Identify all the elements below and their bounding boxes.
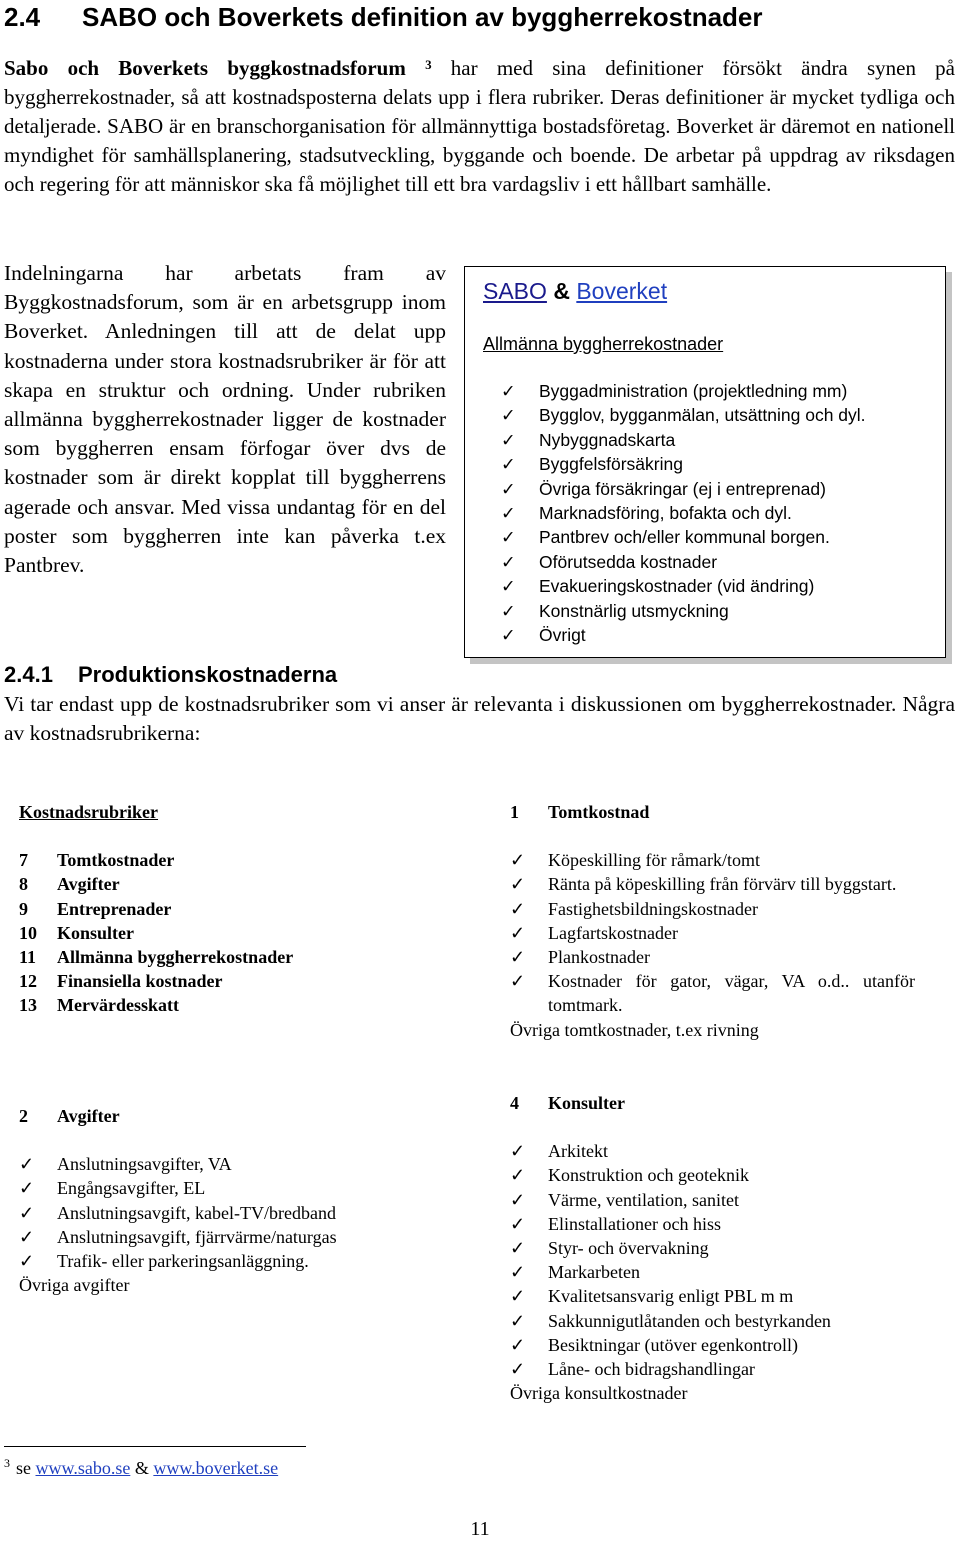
avgifter-item-label: Engångsavgifter, EL <box>57 1178 206 1199</box>
check-icon: ✓ <box>501 429 516 450</box>
tomtkostnad-list-item <box>510 848 915 872</box>
check-icon: ✓ <box>510 1359 526 1380</box>
check-icon: ✓ <box>510 1262 526 1283</box>
box-item-label: Övrigt <box>539 624 586 645</box>
box-subtitle: Allmänna byggherrekostnader <box>483 334 724 354</box>
check-icon: ✓ <box>19 1154 35 1175</box>
kostnadsrubrik-num: 12 <box>19 971 37 992</box>
tomtkostnad-list-item <box>510 921 915 945</box>
footnote-amp: & <box>134 1458 149 1478</box>
subsection-title: Produktionskostnaderna <box>78 662 338 687</box>
kostnadsrubrik-num: 11 <box>19 947 37 968</box>
box-item-label: Marknadsföring, bofakta och dyl. <box>539 502 792 523</box>
check-icon: ✓ <box>19 1226 35 1247</box>
avgifter-item-label: Anslutningsavgift, fjärrvärme/naturgas <box>57 1226 337 1247</box>
kostnadsrubrik-num: 10 <box>19 922 37 943</box>
konsulter-list-item <box>510 1260 831 1284</box>
konsulter-heading <box>510 1091 831 1115</box>
avgifter-list-item <box>19 1152 337 1176</box>
box-item-label: Nybyggnadskarta <box>539 429 676 450</box>
kostnadsrubriker-rows <box>19 848 293 1017</box>
check-icon: ✓ <box>510 1310 526 1331</box>
kostnadsrubriker-list <box>19 800 293 1018</box>
tomtkostnad-list-item <box>510 897 915 921</box>
section-number: 2.4 <box>4 2 41 32</box>
check-icon: ✓ <box>510 947 526 968</box>
box-list-item <box>501 574 866 598</box>
avgifter-list-item <box>19 1201 337 1225</box>
intro-paragraph <box>4 54 955 199</box>
tomtkostnad-list-item <box>510 945 915 969</box>
box-title-boverket: Boverket <box>576 278 668 304</box>
konsulter-item-label: Styr- och övervakning <box>548 1238 709 1259</box>
check-icon: ✓ <box>510 1238 526 1259</box>
kostnadsrubrik-row <box>19 993 293 1017</box>
sabo-boverket-box <box>464 266 946 658</box>
check-icon: ✓ <box>501 624 516 645</box>
avgifter-list-item <box>19 1249 337 1273</box>
avgifter-list <box>19 1152 337 1273</box>
box-list-item <box>501 525 866 549</box>
konsulter-list-item <box>510 1236 831 1260</box>
tomtkostnad-item-label: Lagfartskostnader <box>548 922 678 943</box>
tomtkostnad-list-item <box>510 872 915 896</box>
check-icon: ✓ <box>19 1251 35 1272</box>
konsulter-item-label: Låne- och bidragshandlingar <box>548 1359 755 1380</box>
tomtkostnad-item-label: Kostnader för gator, vägar, VA o.d.. utanför tomtmark. <box>548 971 915 1016</box>
kostnadsrubriker-title: Kostnadsrubriker <box>19 802 159 822</box>
check-icon: ✓ <box>510 1165 526 1186</box>
box-list-item <box>501 550 866 574</box>
check-icon: ✓ <box>501 405 516 426</box>
kostnadsrubrik-label: Avgifter <box>57 874 120 895</box>
konsulter-item-label: Besiktningar (utöver egenkontroll) <box>548 1334 798 1355</box>
avgifter-item-label: Trafik- eller parkeringsanläggning. <box>57 1251 309 1272</box>
konsulter-list-item <box>510 1212 831 1236</box>
kostnadsrubrik-num: 7 <box>19 850 28 871</box>
kostnadsrubrik-row <box>19 848 293 872</box>
check-icon: ✓ <box>510 1286 526 1307</box>
konsulter-item-label: Värme, ventilation, sanitet <box>548 1189 739 1210</box>
kostnadsrubrik-label: Tomtkostnader <box>57 850 175 871</box>
subsection-paragraph: Vi tar endast upp de kostnadsrubriker som vi anser är relevanta i diskussionen om byggherrekostnader. Några av kostnadsrubrikerna: <box>4 692 955 745</box>
sabo-link[interactable]: www.sabo.se <box>35 1458 131 1478</box>
konsulter-title: Konsulter <box>548 1093 626 1113</box>
konsulter-item-label: Konstruktion och geoteknik <box>548 1165 749 1186</box>
konsulter-other: Övriga konsultkostnader <box>510 1383 688 1404</box>
box-item-label: Byggfelsförsäkring <box>539 454 683 475</box>
konsulter-list-item <box>510 1163 831 1187</box>
box-list <box>501 379 866 647</box>
section-title: SABO och Boverkets definition av byggherrekostnader <box>82 2 763 32</box>
box-list-item <box>501 452 866 476</box>
kostnadsrubrik-row <box>19 897 293 921</box>
check-icon: ✓ <box>501 381 516 401</box>
box-list-item <box>501 379 866 403</box>
tomtkostnad-section <box>510 800 915 1042</box>
box-item-label: Evakueringskostnader (vid ändring) <box>539 576 815 597</box>
box-title <box>483 278 667 305</box>
footnote-num: 3 <box>4 1456 10 1470</box>
konsulter-num: 4 <box>510 1093 519 1113</box>
box-item-label: Övriga försäkringar (ej i entreprenad) <box>539 478 826 499</box>
konsulter-list-item <box>510 1284 831 1308</box>
kostnadsrubrik-row <box>19 921 293 945</box>
check-icon: ✓ <box>510 922 526 943</box>
check-icon: ✓ <box>501 478 516 499</box>
box-list-item <box>501 623 866 647</box>
box-title-amp: & <box>553 278 570 304</box>
kostnadsrubrik-label: Entreprenader <box>57 898 172 919</box>
tomtkostnad-num: 1 <box>510 802 519 822</box>
kostnadsrubrik-row <box>19 969 293 993</box>
box-list-item <box>501 599 866 623</box>
konsulter-item-label: Markarbeten <box>548 1262 640 1283</box>
check-icon: ✓ <box>510 1213 526 1234</box>
footnote-prefix: se <box>16 1458 31 1478</box>
check-icon: ✓ <box>501 600 516 621</box>
box-list-item <box>501 501 866 525</box>
check-icon: ✓ <box>501 576 516 597</box>
avgifter-list-item <box>19 1225 337 1249</box>
konsulter-list-item <box>510 1309 831 1333</box>
kostnadsrubrik-num: 13 <box>19 995 37 1016</box>
check-icon: ✓ <box>510 874 526 895</box>
check-icon: ✓ <box>501 502 516 523</box>
tomtkostnad-list <box>510 848 915 1017</box>
konsulter-item-label: Arkitekt <box>548 1141 608 1162</box>
boverket-link[interactable]: www.boverket.se <box>153 1458 279 1478</box>
avgifter-section <box>19 1104 337 1297</box>
check-icon: ✓ <box>510 898 526 919</box>
konsulter-list-item <box>510 1333 831 1357</box>
box-list-item <box>501 428 866 452</box>
box-item-label: Bygglov, bygganmälan, utsättning och dyl. <box>539 405 866 426</box>
box-title-sabo: SABO <box>483 278 547 304</box>
konsulter-item-label: Elinstallationer och hiss <box>548 1213 721 1234</box>
check-icon: ✓ <box>510 850 526 871</box>
konsulter-item-label: Kvalitetsansvarig enligt PBL m m <box>548 1286 794 1307</box>
avgifter-item-label: Anslutningsavgifter, VA <box>57 1154 232 1175</box>
footnote <box>4 1458 278 1479</box>
check-icon: ✓ <box>19 1202 35 1223</box>
tomtkostnad-item-label: Plankostnader <box>548 947 650 968</box>
footnote-separator <box>4 1446 306 1447</box>
konsulter-list-item <box>510 1357 831 1381</box>
tomtkostnad-list-item <box>510 969 915 1017</box>
check-icon: ✓ <box>19 1178 35 1199</box>
konsulter-list-item <box>510 1188 831 1212</box>
avgifter-item-label: Anslutningsavgift, kabel-TV/bredband <box>57 1202 336 1223</box>
avgifter-num: 2 <box>19 1106 28 1126</box>
tomtkostnad-heading <box>510 800 915 824</box>
kostnadsrubrik-label: Finansiella kostnader <box>57 971 223 992</box>
kostnadsrubrik-row <box>19 945 293 969</box>
tomtkostnad-item-label: Ränta på köpeskilling från förvärv till byggstart. <box>548 874 897 895</box>
check-icon: ✓ <box>501 454 516 475</box>
konsulter-list-item <box>510 1139 831 1163</box>
box-item-label: Pantbrev och/eller kommunal borgen. <box>539 527 830 548</box>
box-item-label: Oförutsedda kostnader <box>539 551 718 572</box>
kostnadsrubrik-row <box>19 872 293 896</box>
avgifter-title: Avgifter <box>57 1106 120 1126</box>
avgifter-other: Övriga avgifter <box>19 1275 130 1296</box>
avgifter-list-item <box>19 1176 337 1200</box>
subsection-heading <box>4 662 337 688</box>
subsection-number: 2.4.1 <box>4 662 53 687</box>
check-icon: ✓ <box>510 971 526 992</box>
intro-text: har med sina definitioner försökt ändra synen på byggherrekostnader, så att kostnadsposterna delats upp i flera rubriker. Deras definitioner är mycket tydliga och detaljerade. SABO är en branschorganisation för allmännyttiga bostadsföretag. Boverket är däremot en nationell myndighet för samhällsplanering, stadsutveckling, byggande och boende. De arbetar på uppdrag av riksdagen och regering för att människor ska få möjlighet till ett bra vardagsliv i ett hållbart samhälle. <box>4 56 955 196</box>
kostnadsrubrik-num: 9 <box>19 898 28 919</box>
check-icon: ✓ <box>510 1141 526 1162</box>
box-item-label: Konstnärlig utsmyckning <box>539 600 729 621</box>
check-icon: ✓ <box>501 527 516 548</box>
tomtkostnad-title: Tomtkostnad <box>548 802 650 822</box>
konsulter-list <box>510 1139 831 1381</box>
konsulter-item-label: Sakkunnigutlåtanden och bestyrkanden <box>548 1310 831 1331</box>
check-icon: ✓ <box>501 551 516 572</box>
kostnadsrubrik-num: 8 <box>19 874 28 895</box>
footnote-ref[interactable]: 3 <box>425 57 432 72</box>
intro-lead: Sabo och Boverkets byggkostnadsforum <box>4 56 406 80</box>
konsulter-section <box>510 1091 831 1405</box>
tomtkostnad-other: Övriga tomtkostnader, t.ex rivning <box>510 1019 759 1040</box>
check-icon: ✓ <box>510 1334 526 1355</box>
box-list-item <box>501 403 866 427</box>
kostnadsrubrik-label: Allmänna byggherrekostnader <box>57 947 294 968</box>
kostnadsrubrik-label: Mervärdesskatt <box>57 995 179 1016</box>
check-icon: ✓ <box>510 1189 526 1210</box>
box-list-item <box>501 477 866 501</box>
indelning-paragraph: Indelningarna har arbetats fram av Byggkostnadsforum, som är en arbetsgrupp inom Boverket. Anledningen till att de delat upp kostnaderna under stora kostnadsrubriker är för att skapa en struktur och ordning. Under rubriken allmänna byggherrekostnader ligger de kostnader som byggherren ensam förfogar över dvs de kostnader som är direkt kopplat till byggherrens agerade och ansvar. Med vissa undantag för en del poster som byggherren inte kan påverka t.ex Pantbrev. <box>4 261 446 578</box>
box-item-label: Byggadministration (projektledning mm) <box>539 381 848 401</box>
tomtkostnad-item-label: Köpeskilling för råmark/tomt <box>548 850 760 871</box>
kostnadsrubrik-label: Konsulter <box>57 922 135 943</box>
tomtkostnad-item-label: Fastighetsbildningskostnader <box>548 898 758 919</box>
avgifter-heading <box>19 1104 337 1128</box>
section-heading <box>4 2 763 33</box>
page-number: 11 <box>470 1518 490 1540</box>
